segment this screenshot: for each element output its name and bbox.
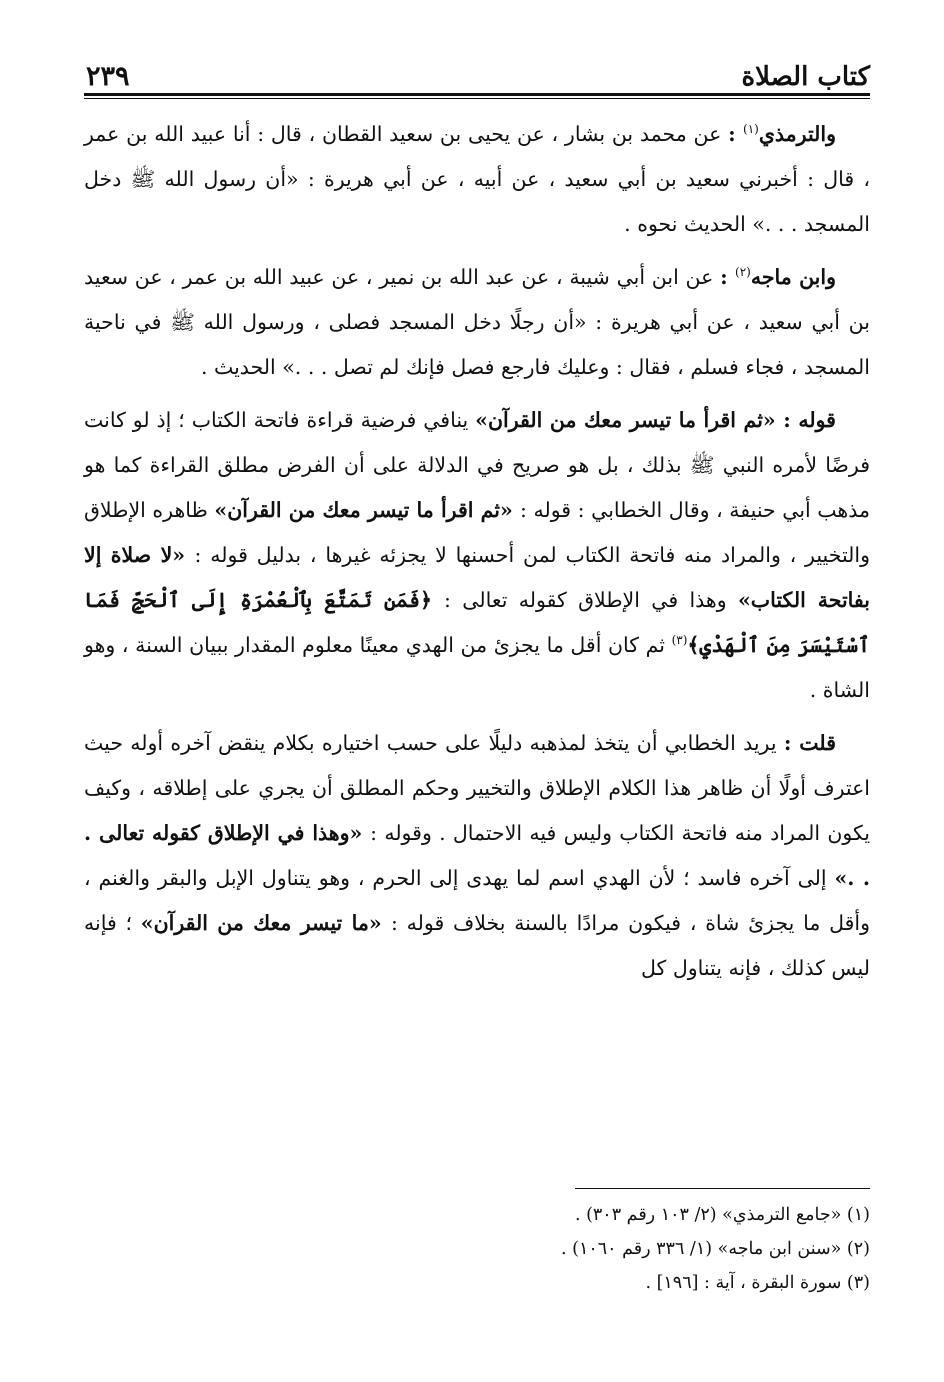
footnote-ref: (٣): [671, 633, 688, 648]
paragraph-qultu: [84, 721, 870, 991]
footnote-3: (٣) سورة البقرة ، آية : [١٩٦] .: [645, 1273, 870, 1293]
paragraph-text: وهذا في الإطلاق كقوله تعالى :: [444, 588, 738, 612]
quoted-hadith: «ثم اقرأ ما تيسر معك من القرآن»: [214, 498, 520, 522]
header-rule: [84, 93, 870, 99]
quoted-hadith: «ما تيسر معك من القرآن»: [140, 911, 392, 935]
paragraph-text: يريد الخطابي أن يتخذ لمذهبه دليلًا على حسب اختياره بكلام ينقض آخره أوله حيث اعترف أولًا أن ظاهر هذا الكلام الإطلاق والتخيير وحكم المطلق أن يجري على إطلاقه ، وكيف يكون المراد منه فاتحة الكتاب وليس فيه الاحتمال . وقوله :: [84, 731, 870, 845]
page-number: ٢٣٩: [86, 61, 130, 92]
paragraph-text: إلى آخره فاسد ؛ لأن الهدي اسم لما يهدى إلى الحرم ، وهو يتناول الإبل والبقر والغنم ، وأقل ما يجزئ شاة ، فيكون مرادًا بالسنة بخلاف قوله :: [84, 866, 871, 935]
paragraph-lead: وابن ماجه: [750, 265, 836, 289]
main-text: [84, 112, 870, 999]
footnotes: [84, 1198, 870, 1300]
footnote-ref: (١): [743, 122, 759, 137]
paragraph-text: ثم كان أقل ما يجزئ من الهدي معينًا معلوم المقدار ببيان السنة ، وهو الشاة .: [84, 633, 870, 702]
paragraph-lead: قلت :: [783, 731, 837, 755]
quoted-hadith: «ثم اقرأ ما تيسر معك من القرآن»: [475, 408, 784, 432]
paragraph-text: ظاهره الإطلاق والتخيير ، والمراد منه فاتحة الكتاب لمن أحسنها لا يجزئه غيرها ، بدليل قوله :: [84, 498, 871, 567]
paragraph-text: ينافي فرضية قراءة فاتحة الكتاب ؛ إذ لو كانت فرضًا لأمره النبي ﷺ بذلك ، بل هو صريح في الدلالة على أن الفرض مطلق القراءة كما هو مذهب أبي حنيفة ، وقال الخطابي : قوله :: [84, 408, 870, 522]
paragraph-text: عن ابن أبي شيبة ، عن عبد الله بن نمير ، عن عبيد الله بن عمر ، عن سعيد بن أبي سعيد ، عن أبي هريرة : «أن رجلًا دخل المسجد فصلى ، ورسول الله ﷺ في ناحية المسجد ، فجاء فسلم ، فقال : وعليك فارجع فصل فإنك لم تصل . . .» الحديث .: [84, 265, 870, 379]
lead-colon: :: [728, 122, 744, 146]
lead-colon: :: [720, 265, 736, 289]
paragraph-tirmidhi: [84, 112, 870, 247]
quoted-hadith: «وهذا في الإطلاق كقوله تعالى . . .»: [84, 821, 870, 890]
book-title: كتاب الصلاة: [741, 62, 870, 92]
paragraph-lead: قوله :: [783, 408, 836, 432]
quran-verse: ﴿فَمَن تَمَتَّعَ بِٱلْعُمْرَةِ إِلَى ٱلْحَجِّ فَمَا ٱسْتَيْسَرَ مِنَ ٱلْهَدْيِ﴾: [84, 588, 870, 657]
footnote-ref: (٢): [735, 265, 751, 280]
page-header: [86, 40, 870, 90]
paragraph-lead: والترمذي: [758, 122, 836, 146]
footnote-1: (١) «جامع الترمذي» (٢/ ١٠٣ رقم ٣٠٣) .: [574, 1205, 870, 1225]
paragraph-qawluhu: [84, 398, 870, 713]
paragraph-text: ؛ فإنه ليس كذلك ، فإنه يتناول كل: [84, 911, 870, 980]
paragraph-ibn-majah: [84, 255, 870, 390]
footnote-separator: [575, 1188, 870, 1189]
footnote-2: (٢) «سنن ابن ماجه» (١/ ٣٣٦ رقم ١٠٦٠) .: [560, 1239, 870, 1259]
quoted-hadith: «لا صلاة إلا بفاتحة الكتاب»: [84, 543, 870, 612]
paragraph-text: عن محمد بن بشار ، عن يحيى بن سعيد القطان ، قال : أنا عبيد الله بن عمر ، قال : أخبرني سعيد بن أبي سعيد ، عن أبيه ، عن أبي هريرة : «أن رسول الله ﷺ دخل المسجد . . .» الحديث نحوه .: [84, 122, 870, 236]
